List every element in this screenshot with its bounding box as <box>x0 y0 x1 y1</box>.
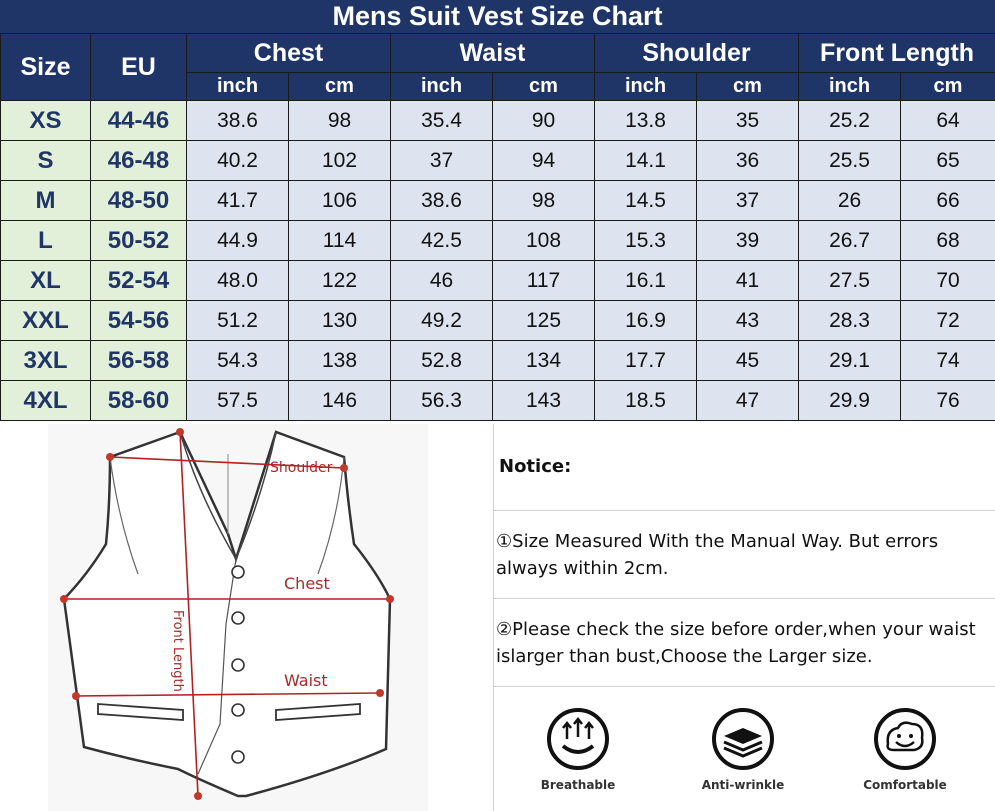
value-cell: 44.9 <box>187 221 289 261</box>
size-cell: M <box>1 181 91 221</box>
value-cell: 36 <box>697 141 799 181</box>
value-cell: 39 <box>697 221 799 261</box>
value-cell: 117 <box>493 261 595 301</box>
button-icon <box>232 751 244 763</box>
size-cell: XL <box>1 261 91 301</box>
value-cell: 26 <box>799 181 901 221</box>
value-cell: 38.6 <box>391 181 493 221</box>
table-row <box>1 141 995 181</box>
unit-header: inch <box>391 73 493 101</box>
value-cell: 14.1 <box>595 141 697 181</box>
value-cell: 76 <box>901 381 995 421</box>
waist-label: Waist <box>284 671 328 690</box>
eu-cell: 50-52 <box>91 221 187 261</box>
value-cell: 14.5 <box>595 181 697 221</box>
size-cell: XS <box>1 101 91 141</box>
value-cell: 28.3 <box>799 301 901 341</box>
value-cell: 37 <box>391 141 493 181</box>
value-cell: 17.7 <box>595 341 697 381</box>
value-cell: 66 <box>901 181 995 221</box>
eu-cell: 54-56 <box>91 301 187 341</box>
value-cell: 29.1 <box>799 341 901 381</box>
table-row <box>1 341 995 381</box>
unit-header: cm <box>493 73 595 101</box>
value-cell: 98 <box>289 101 391 141</box>
value-cell: 26.7 <box>799 221 901 261</box>
value-cell: 56.3 <box>391 381 493 421</box>
eu-cell: 56-58 <box>91 341 187 381</box>
value-cell: 102 <box>289 141 391 181</box>
value-cell: 42.5 <box>391 221 493 261</box>
feature-breathable <box>518 706 638 792</box>
value-cell: 16.1 <box>595 261 697 301</box>
value-cell: 25.5 <box>799 141 901 181</box>
value-cell: 48.0 <box>187 261 289 301</box>
feature-anti-wrinkle <box>683 706 803 792</box>
value-cell: 143 <box>493 381 595 421</box>
feature-label: Breathable <box>540 778 616 792</box>
value-cell: 146 <box>289 381 391 421</box>
value-cell: 90 <box>493 101 595 141</box>
value-cell: 70 <box>901 261 995 301</box>
unit-header: inch <box>799 73 901 101</box>
value-cell: 37 <box>697 181 799 221</box>
value-cell: 35.4 <box>391 101 493 141</box>
size-cell: 4XL <box>1 381 91 421</box>
size-cell: 3XL <box>1 341 91 381</box>
eu-cell: 52-54 <box>91 261 187 301</box>
anti-wrinkle-icon <box>710 706 776 772</box>
shoulder-header: Shoulder <box>595 34 799 73</box>
value-cell: 15.3 <box>595 221 697 261</box>
value-cell: 27.5 <box>799 261 901 301</box>
chart-title: Mens Suit Vest Size Chart <box>0 0 995 33</box>
eu-cell: 46-48 <box>91 141 187 181</box>
value-cell: 130 <box>289 301 391 341</box>
notice-title: Notice: <box>499 456 572 477</box>
value-cell: 57.5 <box>187 381 289 421</box>
value-cell: 134 <box>493 341 595 381</box>
value-cell: 47 <box>697 381 799 421</box>
vest-diagram <box>48 424 428 811</box>
value-cell: 94 <box>493 141 595 181</box>
size-cell: XXL <box>1 301 91 341</box>
front-length-header: Front Length <box>799 34 995 73</box>
value-cell: 98 <box>493 181 595 221</box>
value-cell: 65 <box>901 141 995 181</box>
value-cell: 35 <box>697 101 799 141</box>
value-cell: 13.8 <box>595 101 697 141</box>
size-cell: S <box>1 141 91 181</box>
comfortable-icon <box>872 706 938 772</box>
button-icon <box>232 612 244 624</box>
feature-label: Anti-wrinkle <box>701 778 785 792</box>
size-header: Size <box>1 34 91 101</box>
size-cell: L <box>1 221 91 261</box>
eu-cell: 58-60 <box>91 381 187 421</box>
table-row <box>1 381 995 421</box>
button-icon <box>232 704 244 716</box>
value-cell: 138 <box>289 341 391 381</box>
size-table <box>0 33 995 421</box>
table-row <box>1 301 995 341</box>
front-length-label: Front Length <box>170 610 185 692</box>
value-cell: 49.2 <box>391 301 493 341</box>
eu-cell: 48-50 <box>91 181 187 221</box>
unit-header: cm <box>697 73 799 101</box>
unit-header: cm <box>289 73 391 101</box>
value-cell: 51.2 <box>187 301 289 341</box>
unit-header: inch <box>187 73 289 101</box>
value-cell: 68 <box>901 221 995 261</box>
chest-header: Chest <box>187 34 391 73</box>
value-cell: 74 <box>901 341 995 381</box>
value-cell: 41 <box>697 261 799 301</box>
value-cell: 29.9 <box>799 381 901 421</box>
breathable-icon <box>545 706 611 772</box>
notice-item-1: ①Size Measured With the Manual Way. But errors always within 2cm. <box>496 531 939 579</box>
value-cell: 45 <box>697 341 799 381</box>
button-icon <box>232 566 244 578</box>
button-icon <box>232 659 244 671</box>
value-cell: 72 <box>901 301 995 341</box>
notice-panel <box>493 424 995 811</box>
value-cell: 106 <box>289 181 391 221</box>
value-cell: 25.2 <box>799 101 901 141</box>
value-cell: 43 <box>697 301 799 341</box>
table-row <box>1 181 995 221</box>
notice-item-2: ②Please check the size before order,when your waist islarger than bust,Choose the Larger size. <box>496 619 976 667</box>
value-cell: 41.7 <box>187 181 289 221</box>
vest-illustration <box>48 424 428 811</box>
value-cell: 52.8 <box>391 341 493 381</box>
table-row <box>1 261 995 301</box>
value-cell: 114 <box>289 221 391 261</box>
value-cell: 40.2 <box>187 141 289 181</box>
value-cell: 38.6 <box>187 101 289 141</box>
value-cell: 18.5 <box>595 381 697 421</box>
waist-header: Waist <box>391 34 595 73</box>
feature-comfortable <box>845 706 965 792</box>
value-cell: 125 <box>493 301 595 341</box>
value-cell: 46 <box>391 261 493 301</box>
unit-header: cm <box>901 73 995 101</box>
table-row <box>1 101 995 141</box>
feature-label: Comfortable <box>863 778 947 792</box>
value-cell: 16.9 <box>595 301 697 341</box>
table-row <box>1 221 995 261</box>
chest-label: Chest <box>284 574 330 593</box>
unit-header: inch <box>595 73 697 101</box>
eu-cell: 44-46 <box>91 101 187 141</box>
value-cell: 108 <box>493 221 595 261</box>
value-cell: 122 <box>289 261 391 301</box>
value-cell: 64 <box>901 101 995 141</box>
shoulder-label: Shoulder <box>270 460 333 476</box>
value-cell: 54.3 <box>187 341 289 381</box>
eu-header: EU <box>91 34 187 101</box>
